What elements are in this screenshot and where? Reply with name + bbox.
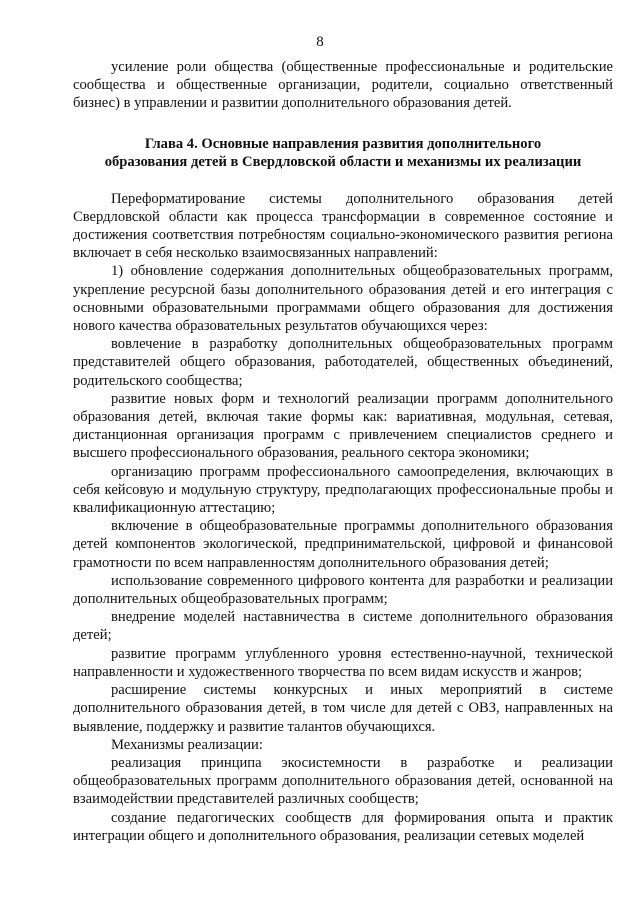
paragraph: развитие новых форм и технологий реализации программ дополнительного образования детей, включая такие формы как: вариативная, модульная, сетевая, дистанционная организация программ с привлечением специалистов среднего и высшего профессионального образования, реального сектора экономики; [73, 390, 613, 462]
chapter-heading-line-1: Глава 4. Основные направления развития дополнительного [144, 135, 542, 152]
paragraph: реализация принципа экосистемности в разработке и реализации общеобразовательных программ дополнительного образования детей, основанной на взаимодействии представителей различных сообществ; [73, 754, 613, 808]
intro-paragraph: усиление роли общества (общественные профессиональные и родительские сообщества и общественные организации, родители, социально ответственный бизнес) в управлении и развитии дополнительного образования детей. [73, 59, 613, 112]
paragraph: Переформатирование системы дополнительного образования детей Свердловской области как процесса трансформации в современное состояние и достижения соответствия потребностям социально-экономического развития региона включает в себя несколько взаимосвязанных направлений: [73, 190, 613, 262]
paragraph: использование современного цифрового контента для разработки и реализации дополнительных общеобразовательных программ; [73, 572, 613, 608]
paragraph: создание педагогических сообществ для формирования опыта и практик интеграции общего и дополнительного образования, реализации сетевых моделей [73, 809, 613, 844]
chapter-heading-line-2: образования детей в Свердловской области и механизмы их реализации [104, 154, 582, 171]
paragraph: вовлечение в разработку дополнительных общеобразовательных программ представителей общего образования, работодателей, общественных объединений, родительского сообщества; [73, 336, 613, 389]
paragraph: Механизмы реализации: [111, 736, 263, 753]
page-content [73, 58, 613, 845]
paragraph: развитие программ углубленного уровня естественно-научной, технической направленности и художественного творчества по всем видам искусств и жанров; [73, 645, 613, 680]
chapter-heading [73, 135, 613, 172]
paragraph: 1) обновление содержания дополнительных общеобразовательных программ, укрепление ресурсной базы дополнительного образования детей и его интеграция с основными образовательными программами общего образования для достижения нового качества образовательных результатов обучающихся через: [73, 263, 613, 335]
paragraph: включение в общеобразовательные программы дополнительного образования детей компонентов экологической, предпринимательской, цифровой и финансовой грамотности по всем направленностям дополнительного образования детей; [73, 518, 613, 571]
page-number: 8 [316, 34, 324, 50]
paragraph: организацию программ профессионального самоопределения, включающих в себя кейсовую и модульную структуру, предполагающих профессиональные пробы и квалификационную аттестацию; [73, 463, 613, 517]
paragraph: внедрение моделей наставничества в системе дополнительного образования детей; [73, 609, 613, 644]
paragraph: расширение системы конкурсных и иных мероприятий в системе дополнительного образования детей, в том числе для детей с ОВЗ, направленных на выявление, поддержку и развитие талантов обучающихся. [73, 682, 613, 735]
